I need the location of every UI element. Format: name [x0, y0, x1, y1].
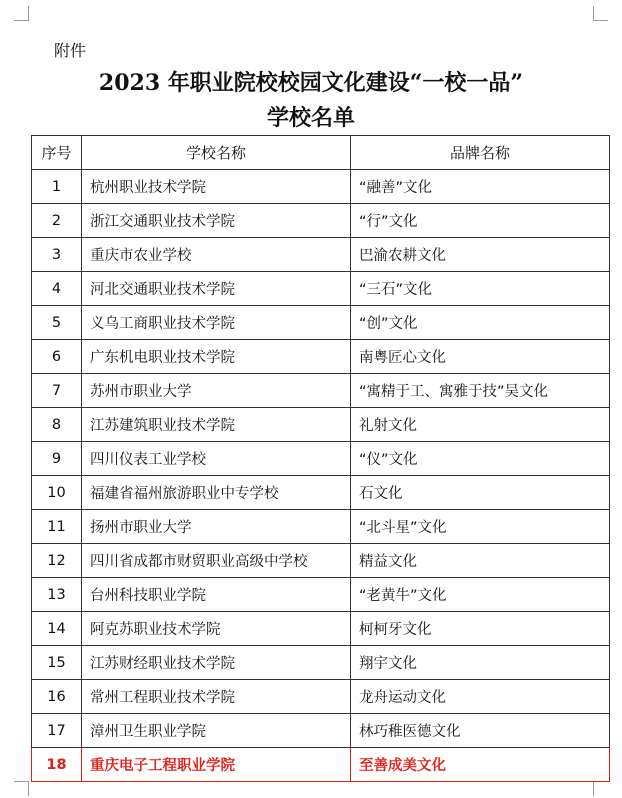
school-name: 浙江交通职业技术学院 [82, 204, 351, 238]
school-name: 台州科技职业学院 [82, 578, 351, 612]
table-row [32, 442, 610, 476]
brand-name: 南粤匠心文化 [351, 340, 610, 374]
school-name: 阿克苏职业技术学院 [82, 612, 351, 646]
crop-mark-bottom-left [14, 781, 29, 796]
row-index: 6 [32, 340, 82, 374]
table-row [32, 578, 610, 612]
row-index: 14 [32, 612, 82, 646]
brand-name: 精益文化 [351, 544, 610, 578]
table-row [32, 680, 610, 714]
header-school-name: 学校名称 [82, 136, 351, 170]
document-title: 2023 年职业院校校园文化建设“一校一品” [98, 70, 524, 96]
table-row [32, 272, 610, 306]
table-row [32, 510, 610, 544]
school-name: 义乌工商职业技术学院 [82, 306, 351, 340]
school-name: 重庆电子工程职业学院 [82, 748, 351, 782]
row-index: 5 [32, 306, 82, 340]
attachment-label: 附件 [54, 41, 87, 60]
crop-mark-top-right [593, 6, 608, 21]
header-index: 序号 [32, 136, 82, 170]
brand-name: “融善”文化 [351, 170, 610, 204]
brand-name: “仪”文化 [351, 442, 610, 476]
table-row [32, 170, 610, 204]
brand-name: “行”文化 [351, 204, 610, 238]
brand-name: 巴渝农耕文化 [351, 238, 610, 272]
table-row [32, 204, 610, 238]
row-index: 3 [32, 238, 82, 272]
crop-mark-top-left [14, 6, 29, 21]
table-row [32, 612, 610, 646]
school-name: 扬州市职业大学 [82, 510, 351, 544]
school-name: 杭州职业技术学院 [82, 170, 351, 204]
row-index: 18 [32, 748, 82, 782]
school-name: 河北交通职业技术学院 [82, 272, 351, 306]
school-name: 江苏财经职业技术学院 [82, 646, 351, 680]
row-index: 16 [32, 680, 82, 714]
header-brand-name: 品牌名称 [351, 136, 610, 170]
row-index: 7 [32, 374, 82, 408]
school-name: 四川仪表工业学校 [82, 442, 351, 476]
table-row [32, 748, 610, 782]
school-name: 苏州市职业大学 [82, 374, 351, 408]
school-name: 广东机电职业技术学院 [82, 340, 351, 374]
row-index: 11 [32, 510, 82, 544]
table-row [32, 476, 610, 510]
brand-name: “三石”文化 [351, 272, 610, 306]
brand-name: 林巧稚医德文化 [351, 714, 610, 748]
school-list-table [31, 135, 610, 782]
brand-name: “老黄牛”文化 [351, 578, 610, 612]
table-row [32, 714, 610, 748]
table-row [32, 646, 610, 680]
brand-name: 翔宇文化 [351, 646, 610, 680]
row-index: 9 [32, 442, 82, 476]
row-index: 15 [32, 646, 82, 680]
brand-name: 龙舟运动文化 [351, 680, 610, 714]
row-index: 1 [32, 170, 82, 204]
table-row [32, 544, 610, 578]
row-index: 8 [32, 408, 82, 442]
table-row [32, 408, 610, 442]
school-name: 重庆市农业学校 [82, 238, 351, 272]
brand-name: “寓精于工、寓雅于技”吴文化 [351, 374, 610, 408]
brand-name: 至善成美文化 [351, 748, 610, 782]
row-index: 10 [32, 476, 82, 510]
table-row [32, 238, 610, 272]
row-index: 2 [32, 204, 82, 238]
school-name: 福建省福州旅游职业中专学校 [82, 476, 351, 510]
brand-name: “创”文化 [351, 306, 610, 340]
table-row [32, 374, 610, 408]
table-header-row [32, 136, 610, 170]
crop-mark-bottom-right [593, 781, 608, 796]
table-row [32, 306, 610, 340]
brand-name: 石文化 [351, 476, 610, 510]
brand-name: 礼射文化 [351, 408, 610, 442]
school-name: 漳州卫生职业学院 [82, 714, 351, 748]
school-name: 四川省成都市财贸职业高级中学校 [82, 544, 351, 578]
row-index: 13 [32, 578, 82, 612]
table-row [32, 340, 610, 374]
brand-name: “北斗星”文化 [351, 510, 610, 544]
row-index: 12 [32, 544, 82, 578]
brand-name: 柯柯牙文化 [351, 612, 610, 646]
row-index: 4 [32, 272, 82, 306]
school-name: 常州工程职业技术学院 [82, 680, 351, 714]
school-name: 江苏建筑职业技术学院 [82, 408, 351, 442]
row-index: 17 [32, 714, 82, 748]
document-subtitle: 学校名单 [266, 105, 355, 131]
